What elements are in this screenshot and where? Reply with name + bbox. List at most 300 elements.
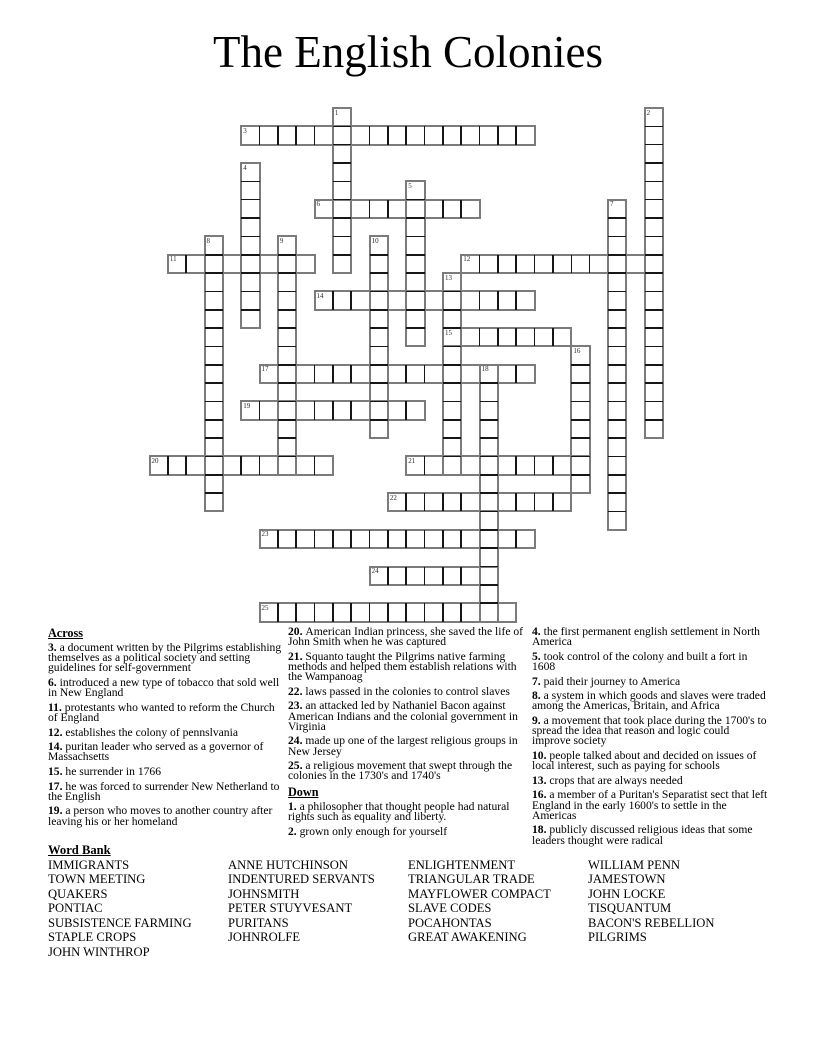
clue-number: 14. xyxy=(48,740,66,754)
grid-number-16: 16 xyxy=(573,346,581,355)
cell-separator xyxy=(645,364,663,366)
cell-separator xyxy=(552,255,554,273)
cell-separator xyxy=(515,328,517,346)
cell-separator xyxy=(259,126,261,144)
cell-separator xyxy=(571,364,589,366)
cell-separator xyxy=(442,200,444,218)
cell-separator xyxy=(515,126,517,144)
cell-separator xyxy=(185,456,187,474)
cell-separator xyxy=(608,254,626,256)
cell-separator xyxy=(608,437,626,439)
grid-number-13: 13 xyxy=(444,273,452,282)
cell-separator xyxy=(480,492,498,494)
grid-word-10-down xyxy=(369,235,389,439)
cell-separator xyxy=(645,346,663,348)
grid-word-19-across xyxy=(240,400,425,420)
cell-separator xyxy=(480,382,498,384)
cell-separator xyxy=(645,272,663,274)
clue-number: 1. xyxy=(288,799,300,813)
grid-number-23: 23 xyxy=(261,530,269,539)
word-bank-item: JAMESTOWN xyxy=(588,872,666,887)
cell-separator xyxy=(406,199,424,201)
cell-separator xyxy=(608,456,626,458)
word-bank-item: JOHNROLFE xyxy=(228,930,301,945)
cell-separator xyxy=(387,530,389,548)
word-bank-item: SLAVE CODES xyxy=(408,901,492,916)
grid-number-6: 6 xyxy=(316,200,321,209)
cell-separator xyxy=(608,364,626,366)
word-bank-item: ENLIGHTENMENT xyxy=(408,858,516,872)
grid-word-3-across xyxy=(240,125,535,145)
clue-3: 3. a document written by the Pilgrims establishing themselves as a political society and setting guidelines for self-government xyxy=(48,641,282,675)
cell-separator xyxy=(370,272,388,274)
cell-separator xyxy=(608,236,626,238)
cell-separator xyxy=(369,603,371,621)
cell-separator xyxy=(608,492,626,494)
cell-separator xyxy=(515,255,517,273)
cell-separator xyxy=(387,126,389,144)
cell-separator xyxy=(460,530,462,548)
word-bank-item: PONTIAC xyxy=(48,901,103,916)
word-bank-item: JOHN LOCKE xyxy=(588,886,666,901)
cell-separator xyxy=(350,530,352,548)
cell-separator xyxy=(645,309,663,311)
cell-separator xyxy=(497,291,499,309)
cell-separator xyxy=(480,566,498,568)
word-bank-item: PETER STUYVESANT xyxy=(228,901,353,916)
cell-separator xyxy=(442,493,444,511)
cell-separator xyxy=(571,456,589,458)
cell-separator xyxy=(571,255,573,273)
grid-number-17: 17 xyxy=(261,365,269,374)
cell-separator xyxy=(460,200,462,218)
cell-separator xyxy=(460,126,462,144)
clue-18: 18. publicly discussed religious ideas that some leaders thought were radical xyxy=(532,823,753,847)
cell-separator xyxy=(645,144,663,146)
cell-separator xyxy=(387,603,389,621)
cell-separator xyxy=(479,126,481,144)
cell-separator xyxy=(424,493,426,511)
clue-23: 23. an attacked led by Nathaniel Bacon against American Indians and the colonial government in Virginia xyxy=(288,699,518,733)
cell-separator xyxy=(608,382,626,384)
clue-number: 7. xyxy=(532,674,544,688)
cell-separator xyxy=(497,255,499,273)
down-header: Down xyxy=(288,784,319,799)
grid-number-8: 8 xyxy=(206,236,211,245)
cell-separator xyxy=(205,346,223,348)
word-bank-column-3 xyxy=(408,858,588,945)
cell-separator xyxy=(278,437,296,439)
grid-word-13-down xyxy=(442,272,462,476)
grid-word-9-down xyxy=(277,235,297,475)
cell-separator xyxy=(442,126,444,144)
word-bank-item: GREAT AWAKENING xyxy=(408,930,527,945)
clue-column-1 xyxy=(48,627,286,831)
clue-15: 15. he surrender in 1766 xyxy=(48,764,162,778)
grid-word-1-down xyxy=(332,107,352,274)
cell-separator xyxy=(205,291,223,293)
cell-separator xyxy=(442,603,444,621)
cell-separator xyxy=(277,603,279,621)
word-bank-item: POCAHONTAS xyxy=(408,915,492,930)
clue-4: 4. the first permanent english settlement in North America xyxy=(532,625,760,649)
cell-separator xyxy=(479,255,481,273)
cell-separator xyxy=(645,199,663,201)
clue-number: 15. xyxy=(48,764,66,778)
cell-separator xyxy=(406,254,424,256)
cell-separator xyxy=(480,547,498,549)
cell-separator xyxy=(167,456,169,474)
word-bank-item: SUBSISTENCE FARMING xyxy=(48,915,192,930)
cell-separator xyxy=(278,346,296,348)
cell-separator xyxy=(241,309,259,311)
grid-number-21: 21 xyxy=(408,456,416,465)
cell-separator xyxy=(460,567,462,585)
clue-number: 13. xyxy=(532,773,550,787)
cell-separator xyxy=(333,126,351,128)
cell-separator xyxy=(645,291,663,293)
cell-separator xyxy=(424,456,426,474)
cell-separator xyxy=(645,236,663,238)
cell-separator xyxy=(332,291,334,309)
clue-number: 21. xyxy=(288,649,306,663)
clue-6: 6. introduced a new type of tobacco that sold well in New England xyxy=(48,676,280,700)
cell-separator xyxy=(333,217,351,219)
cell-separator xyxy=(278,327,296,329)
clue-8: 8. a system in which goods and slaves were traded among the Americas, Britain, and Africa xyxy=(532,689,766,713)
cell-separator xyxy=(443,382,461,384)
cell-separator xyxy=(277,530,279,548)
clue-21: 21. Squanto taught the Pilgrims native farming methods and helped them establish relations with the Wampanoag xyxy=(288,649,517,684)
grid-number-5: 5 xyxy=(408,181,412,190)
clue-number: 11. xyxy=(48,700,65,714)
cell-separator xyxy=(406,291,424,293)
cell-separator xyxy=(443,401,461,403)
cell-separator xyxy=(534,255,536,273)
word-bank-item: TOWN MEETING xyxy=(48,872,146,887)
cell-separator xyxy=(333,236,351,238)
clue-number: 16. xyxy=(532,788,550,802)
cell-separator xyxy=(608,309,626,311)
clue-number: 10. xyxy=(532,748,550,762)
clue-number: 17. xyxy=(48,779,66,793)
cell-separator xyxy=(571,382,589,384)
cell-separator xyxy=(295,530,297,548)
cell-separator xyxy=(205,272,223,274)
word-bank-item: IMMIGRANTS xyxy=(48,858,130,872)
cell-separator xyxy=(608,272,626,274)
cell-separator xyxy=(333,144,351,146)
cell-separator xyxy=(405,493,407,511)
clue-number: 9. xyxy=(532,713,544,727)
cell-separator xyxy=(205,401,223,403)
clue-number: 8. xyxy=(532,689,544,703)
cell-separator xyxy=(571,419,589,421)
cell-separator xyxy=(534,328,536,346)
cell-separator xyxy=(205,419,223,421)
cell-separator xyxy=(350,401,352,419)
clue-column-2 xyxy=(288,627,526,841)
grid-word-7-down xyxy=(607,199,627,531)
cell-separator xyxy=(278,272,296,274)
word-bank-item: PILGRIMS xyxy=(588,930,647,945)
cell-separator xyxy=(480,437,498,439)
cell-separator xyxy=(370,382,388,384)
cell-separator xyxy=(552,328,554,346)
grid-number-11: 11 xyxy=(169,255,177,264)
cell-separator xyxy=(480,529,498,531)
grid-number-24: 24 xyxy=(371,567,379,575)
grid-number-22: 22 xyxy=(389,493,397,502)
grid-number-10: 10 xyxy=(371,236,379,245)
cell-separator xyxy=(350,291,352,309)
word-bank-item: WILLIAM PENN xyxy=(588,858,680,872)
grid-number-2: 2 xyxy=(646,108,651,117)
cell-separator xyxy=(205,254,223,256)
clue-13: 13. crops that are always needed xyxy=(532,773,683,787)
cell-separator xyxy=(442,567,444,585)
cell-separator xyxy=(424,567,426,585)
cell-separator xyxy=(406,236,424,238)
word-bank-item: MAYFLOWER COMPACT xyxy=(408,886,551,901)
cell-separator xyxy=(443,327,461,329)
cell-separator xyxy=(608,474,626,476)
cell-separator xyxy=(571,437,589,439)
word-bank-item: TISQUANTUM xyxy=(588,901,672,916)
cell-separator xyxy=(645,382,663,384)
cell-separator xyxy=(295,126,297,144)
cell-separator xyxy=(205,327,223,329)
cell-separator xyxy=(480,401,498,403)
cell-separator xyxy=(480,602,498,604)
clue-number: 18. xyxy=(532,823,550,837)
clue-10: 10. people talked about and decided on issues of local interest, such as paying for schools xyxy=(532,748,757,773)
cell-separator xyxy=(406,309,424,311)
cell-separator xyxy=(443,437,461,439)
cell-separator xyxy=(241,291,259,293)
grid-number-3: 3 xyxy=(243,126,247,135)
cell-separator xyxy=(205,437,223,439)
cell-separator xyxy=(370,419,388,421)
cell-separator xyxy=(405,126,407,144)
word-bank-column-2 xyxy=(228,858,408,945)
cell-separator xyxy=(406,327,424,329)
grid-word-2-down xyxy=(644,107,664,439)
clue-number: 22. xyxy=(288,684,306,698)
clue-column-3 xyxy=(532,627,770,850)
cell-separator xyxy=(443,364,461,366)
clue-9: 9. a movement that took place during the 1700's to spread the idea that reason and logic could improve society xyxy=(532,713,767,748)
cell-separator xyxy=(333,181,351,183)
cell-separator xyxy=(332,530,334,548)
cell-separator xyxy=(278,456,296,458)
cell-separator xyxy=(333,254,351,256)
clue-number: 4. xyxy=(532,625,544,638)
cell-separator xyxy=(205,309,223,311)
cell-separator xyxy=(424,530,426,548)
cell-separator xyxy=(240,456,242,474)
cell-separator xyxy=(241,217,259,219)
clue-25: 25. a religious movement that swept through the colonies in the 1730's and 1740's xyxy=(288,759,513,783)
cell-separator xyxy=(370,254,388,256)
cell-separator xyxy=(387,567,389,585)
cell-separator xyxy=(405,530,407,548)
cell-separator xyxy=(552,456,554,474)
cell-separator xyxy=(608,327,626,329)
cell-separator xyxy=(405,603,407,621)
grid-word-8-down xyxy=(204,235,224,512)
cell-separator xyxy=(608,346,626,348)
cell-separator xyxy=(350,603,352,621)
clue-number: 20. xyxy=(288,625,306,638)
cell-separator xyxy=(608,511,626,513)
cell-separator xyxy=(350,365,352,383)
word-bank-section xyxy=(48,843,788,973)
word-bank-column-4 xyxy=(588,858,768,945)
cell-separator xyxy=(443,291,461,293)
cell-separator xyxy=(460,493,462,511)
cell-separator xyxy=(295,603,297,621)
cell-separator xyxy=(333,162,351,164)
grid-word-16-down xyxy=(570,345,590,494)
grid-word-20-across xyxy=(149,455,334,475)
cell-separator xyxy=(645,217,663,219)
word-bank-item: PURITANS xyxy=(228,915,289,930)
cell-separator xyxy=(370,309,388,311)
cell-separator xyxy=(424,603,426,621)
clue-number: 5. xyxy=(532,649,544,663)
clue-number: 2. xyxy=(288,824,300,838)
grid-number-1: 1 xyxy=(334,108,339,117)
cell-separator xyxy=(479,328,481,346)
grid-number-19: 19 xyxy=(243,401,251,410)
clue-number: 19. xyxy=(48,804,66,818)
clue-11: 11. protestants who wanted to reform the Church of England xyxy=(48,700,275,724)
word-bank-column-1 xyxy=(48,858,228,959)
word-bank-item: JOHN WINTHROP xyxy=(48,944,150,959)
cell-separator xyxy=(645,254,663,256)
word-bank-item: QUAKERS xyxy=(48,886,108,901)
grid-word-5-down xyxy=(405,180,425,347)
cell-separator xyxy=(515,365,517,383)
cell-separator xyxy=(571,401,589,403)
cell-separator xyxy=(406,217,424,219)
cell-separator xyxy=(370,401,388,403)
cell-separator xyxy=(387,200,389,218)
cell-separator xyxy=(515,493,517,511)
cell-separator xyxy=(552,493,554,511)
cell-separator xyxy=(497,126,499,144)
cell-separator xyxy=(405,567,407,585)
cell-separator xyxy=(460,603,462,621)
grid-number-14: 14 xyxy=(316,291,324,300)
cell-separator xyxy=(278,291,296,293)
cell-separator xyxy=(608,291,626,293)
cell-separator xyxy=(479,291,481,309)
cell-separator xyxy=(332,365,334,383)
cell-separator xyxy=(241,236,259,238)
cell-separator xyxy=(277,126,279,144)
cell-separator xyxy=(480,474,498,476)
cell-separator xyxy=(443,419,461,421)
grid-number-7: 7 xyxy=(610,200,614,209)
cell-separator xyxy=(370,346,388,348)
cell-separator xyxy=(534,456,536,474)
cell-separator xyxy=(241,199,259,201)
cell-separator xyxy=(571,474,589,476)
cell-separator xyxy=(259,401,261,419)
cell-separator xyxy=(205,492,223,494)
cell-separator xyxy=(278,309,296,311)
cell-separator xyxy=(369,200,371,218)
cell-separator xyxy=(480,456,498,458)
cell-separator xyxy=(278,382,296,384)
cell-separator xyxy=(645,419,663,421)
cell-separator xyxy=(480,584,498,586)
clue-7: 7. paid their journey to America xyxy=(532,674,681,688)
cell-separator xyxy=(443,346,461,348)
cell-separator xyxy=(480,511,498,513)
word-bank-item: INDENTURED SERVANTS xyxy=(228,872,375,887)
grid-number-12: 12 xyxy=(463,255,471,264)
clue-24: 24. made up one of the largest religious groups in New Jersey xyxy=(288,734,518,758)
cell-separator xyxy=(370,364,388,366)
cell-separator xyxy=(608,401,626,403)
cell-separator xyxy=(241,181,259,183)
cell-separator xyxy=(497,328,499,346)
cell-separator xyxy=(424,126,426,144)
cell-separator xyxy=(370,291,388,293)
cell-separator xyxy=(314,126,316,144)
word-bank-item: TRIANGULAR TRADE xyxy=(408,872,535,887)
grid-word-18-down xyxy=(479,364,499,623)
grid-number-15: 15 xyxy=(444,328,452,337)
clue-22: 22. laws passed in the colonies to control slaves xyxy=(288,684,510,698)
cell-separator xyxy=(515,530,517,548)
cell-separator xyxy=(314,401,316,419)
cell-separator xyxy=(515,291,517,309)
cell-separator xyxy=(259,456,261,474)
grid-word-12-across xyxy=(460,254,664,274)
clue-20: 20. American Indian princess, she saved the life of John Smith when he was captured xyxy=(288,625,524,649)
clue-number: 25. xyxy=(288,759,306,773)
cell-separator xyxy=(333,199,351,201)
cell-separator xyxy=(369,126,371,144)
grid-number-9: 9 xyxy=(279,236,284,245)
cell-separator xyxy=(406,272,424,274)
across-header: Across xyxy=(48,626,83,640)
cell-separator xyxy=(185,255,187,273)
cell-separator xyxy=(515,456,517,474)
clue-16: 16. a member of a Puritan's Separatist sect that left England in the early 1600's to settle in the Americas xyxy=(532,788,768,822)
cell-separator xyxy=(241,254,259,256)
clue-19: 19. a person who moves to another country after leaving his or her homeland xyxy=(48,804,273,828)
cell-separator xyxy=(314,365,316,383)
cell-separator xyxy=(608,217,626,219)
puzzle-title: The English Colonies xyxy=(213,27,603,77)
cell-separator xyxy=(645,126,663,128)
cell-separator xyxy=(645,162,663,164)
cell-separator xyxy=(608,419,626,421)
cell-separator xyxy=(443,456,461,458)
word-bank-item: BACON'S REBELLION xyxy=(588,915,715,930)
cell-separator xyxy=(443,309,461,311)
cell-separator xyxy=(480,419,498,421)
grid-number-4: 4 xyxy=(243,163,247,172)
cell-separator xyxy=(332,401,334,419)
cell-separator xyxy=(369,530,371,548)
clue-1: 1. a philosopher that thought people had natural rights such as equality and liberty. xyxy=(288,799,510,824)
